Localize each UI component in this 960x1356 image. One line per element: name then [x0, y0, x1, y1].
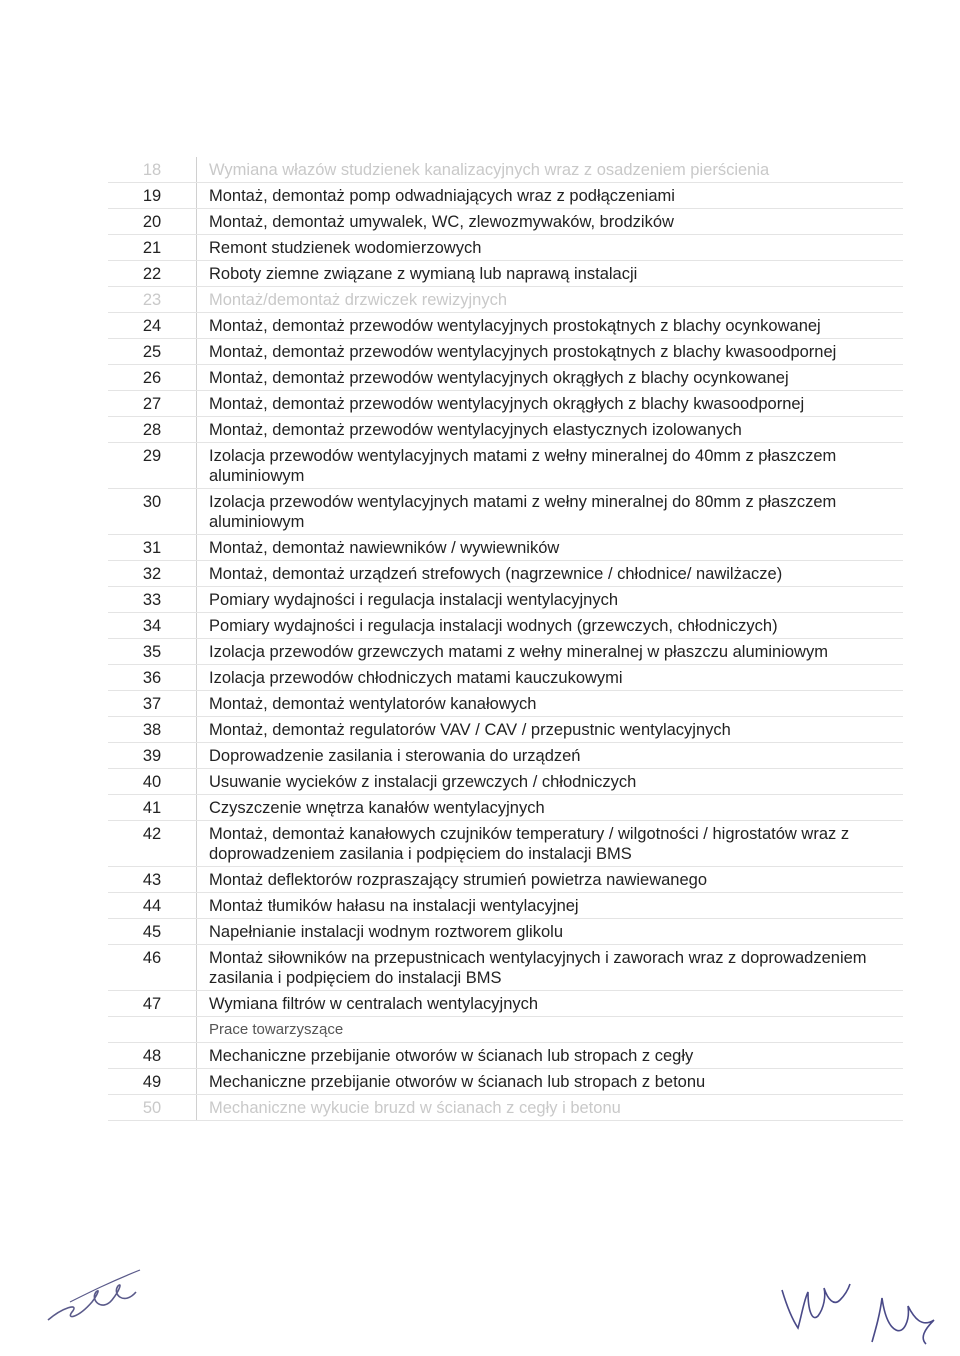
row-number: 26 [108, 365, 197, 391]
row-description: Wymiana włazów studzienek kanalizacyjnych wraz z osadzeniem pierścienia [197, 157, 904, 183]
table-row [108, 1043, 903, 1069]
row-number: 47 [108, 991, 197, 1017]
row-description: Pomiary wydajności i regulacja instalacji wodnych (grzewczych, chłodniczych) [197, 613, 904, 639]
table-row [108, 313, 903, 339]
row-description: Montaż siłowników na przepustnicach wentylacyjnych i zaworach wraz z doprowadzeniem zasilania i podpięciem do instalacji BMS [197, 945, 904, 991]
row-number: 45 [108, 919, 197, 945]
row-description: Montaż, demontaż urządzeń strefowych (nagrzewnice / chłodnice/ nawilżacze) [197, 561, 904, 587]
table-row [108, 339, 903, 365]
row-number: 24 [108, 313, 197, 339]
row-description: Izolacja przewodów grzewczych matami z wełny mineralnej w płaszczu aluminiowym [197, 639, 904, 665]
row-number: 48 [108, 1043, 197, 1069]
row-number: 31 [108, 535, 197, 561]
table-row [108, 235, 903, 261]
table-row [108, 391, 903, 417]
row-description: Montaż, demontaż przewodów wentylacyjnych elastycznych izolowanych [197, 417, 904, 443]
row-description: Prace towarzyszące [197, 1017, 904, 1043]
table-row [108, 991, 903, 1017]
row-number: 25 [108, 339, 197, 365]
row-description: Montaż, demontaż pomp odwadniających wraz z podłączeniami [197, 183, 904, 209]
table-row [108, 743, 903, 769]
table-row [108, 945, 903, 991]
row-description: Montaż, demontaż kanałowych czujników temperatury / wilgotności / higrostatów wraz z doprowadzeniem zasilania i podpięciem do instalacji BMS [197, 821, 904, 867]
table-row [108, 919, 903, 945]
table-row [108, 613, 903, 639]
row-description: Pomiary wydajności i regulacja instalacji wentylacyjnych [197, 587, 904, 613]
row-number: 20 [108, 209, 197, 235]
table-row [108, 261, 903, 287]
row-description: Mechaniczne wykucie bruzd w ścianach z cegły i betonu [197, 1095, 904, 1121]
row-description: Wymiana filtrów w centralach wentylacyjnych [197, 991, 904, 1017]
table-row [108, 893, 903, 919]
table-row [108, 867, 903, 893]
row-description: Montaż, demontaż przewodów wentylacyjnych prostokątnych z blachy kwasoodpornej [197, 339, 904, 365]
row-number: 43 [108, 867, 197, 893]
table-row [108, 1095, 903, 1121]
row-number: 19 [108, 183, 197, 209]
table-row [108, 665, 903, 691]
signature-middle [778, 1270, 858, 1340]
row-number: 33 [108, 587, 197, 613]
row-number: 30 [108, 489, 197, 535]
row-description: Montaż, demontaż nawiewników / wywiewników [197, 535, 904, 561]
signature-left [40, 1262, 150, 1332]
row-description: Doprowadzenie zasilania i sterowania do urządzeń [197, 743, 904, 769]
row-number: 23 [108, 287, 197, 313]
table-row [108, 587, 903, 613]
row-description: Mechaniczne przebijanie otworów w ścianach lub stropach z betonu [197, 1069, 904, 1095]
row-number: 32 [108, 561, 197, 587]
row-description: Montaż, demontaż umywalek, WC, zlewozmywaków, brodzików [197, 209, 904, 235]
row-description: Montaż deflektorów rozpraszający strumień powietrza nawiewanego [197, 867, 904, 893]
row-description: Czyszczenie wnętrza kanałów wentylacyjnych [197, 795, 904, 821]
row-description: Usuwanie wycieków z instalacji grzewczych / chłodniczych [197, 769, 904, 795]
row-number: 22 [108, 261, 197, 287]
table-row [108, 209, 903, 235]
row-number: 35 [108, 639, 197, 665]
table-row [108, 489, 903, 535]
row-number: 34 [108, 613, 197, 639]
row-description: Montaż, demontaż wentylatorów kanałowych [197, 691, 904, 717]
row-number: 42 [108, 821, 197, 867]
row-description: Napełnianie instalacji wodnym roztworem glikolu [197, 919, 904, 945]
row-number [108, 1017, 197, 1043]
row-description: Montaż, demontaż regulatorów VAV / CAV / przepustnic wentylacyjnych [197, 717, 904, 743]
table-row [108, 795, 903, 821]
table-row [108, 535, 903, 561]
table-row [108, 157, 903, 183]
row-description: Izolacja przewodów wentylacyjnych matami z wełny mineralnej do 40mm z płaszczem aluminiowym [197, 443, 904, 489]
row-number: 49 [108, 1069, 197, 1095]
row-number: 41 [108, 795, 197, 821]
table-row [108, 821, 903, 867]
row-description: Montaż tłumików hałasu na instalacji wentylacyjnej [197, 893, 904, 919]
row-number: 50 [108, 1095, 197, 1121]
row-number: 40 [108, 769, 197, 795]
row-number: 44 [108, 893, 197, 919]
table-row [108, 1069, 903, 1095]
table-row [108, 417, 903, 443]
row-number: 29 [108, 443, 197, 489]
row-description: Izolacja przewodów chłodniczych matami kauczukowymi [197, 665, 904, 691]
row-description: Mechaniczne przebijanie otworów w ścianach lub stropach z cegły [197, 1043, 904, 1069]
row-number: 36 [108, 665, 197, 691]
row-number: 21 [108, 235, 197, 261]
row-description: Montaż, demontaż przewodów wentylacyjnych okrągłych z blachy kwasoodpornej [197, 391, 904, 417]
row-description: Montaż, demontaż przewodów wentylacyjnych okrągłych z blachy ocynkowanej [197, 365, 904, 391]
table-row [108, 287, 903, 313]
row-number: 37 [108, 691, 197, 717]
table-row [108, 183, 903, 209]
works-table-body [108, 157, 903, 1121]
row-description: Roboty ziemne związane z wymianą lub naprawą instalacji [197, 261, 904, 287]
row-description: Montaż, demontaż przewodów wentylacyjnych prostokątnych z blachy ocynkowanej [197, 313, 904, 339]
row-number: 18 [108, 157, 197, 183]
table-row [108, 639, 903, 665]
row-description: Montaż/demontaż drzwiczek rewizyjnych [197, 287, 904, 313]
table-row [108, 365, 903, 391]
row-number: 46 [108, 945, 197, 991]
section-header-row [108, 1017, 903, 1043]
table-row [108, 443, 903, 489]
table-row [108, 769, 903, 795]
row-number: 28 [108, 417, 197, 443]
table-row [108, 561, 903, 587]
row-description: Remont studzienek wodomierzowych [197, 235, 904, 261]
table-row [108, 717, 903, 743]
row-number: 39 [108, 743, 197, 769]
row-number: 27 [108, 391, 197, 417]
row-number: 38 [108, 717, 197, 743]
row-description: Izolacja przewodów wentylacyjnych matami z wełny mineralnej do 80mm z płaszczem aluminiowym [197, 489, 904, 535]
table-row [108, 691, 903, 717]
works-table [108, 157, 903, 1121]
signature-right [862, 1280, 942, 1350]
